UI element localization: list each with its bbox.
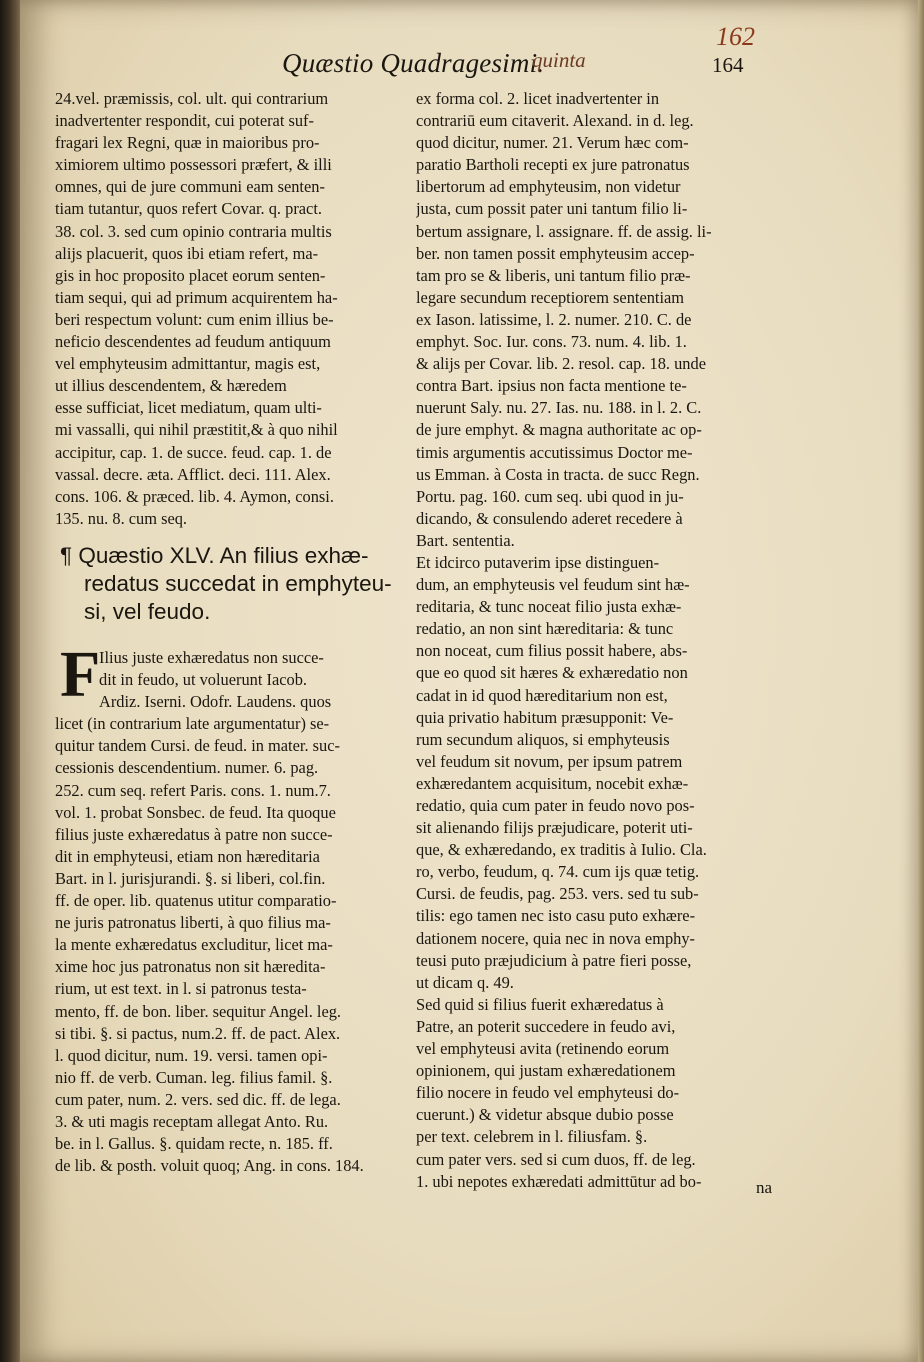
text-line: tilis: ego tamen nec isto casu puto exhære-: [416, 906, 696, 926]
text-line: Ilius juste exhæredatus non succe-: [99, 648, 324, 667]
text-line: quitur tandem Cursi. de feud. in mater. suc-: [55, 736, 340, 756]
text-line: legare secundum receptiorem sententiam: [416, 287, 685, 307]
text-line: esse sufficiat, licet mediatum, quam ulti-: [55, 398, 322, 418]
text-line: dum, an emphyteusis vel feudum sint hæ-: [416, 575, 690, 595]
text-line: 3. & uti magis receptam allegat Anto. Ru.: [55, 1111, 329, 1131]
text-line: cum pater, num. 2. vers. sed dic. ff. de lega.: [55, 1089, 341, 1109]
text-line: si tibi. §. si pactus, num.2. ff. de pact. Alex.: [55, 1023, 341, 1043]
text-line: 252. cum seq. refert Paris. cons. 1. num.7.: [55, 780, 331, 800]
heading-line: redatus succedat in emphyteu-: [84, 571, 392, 596]
text-line: opinionem, qui justam exhæredationem: [416, 1061, 676, 1081]
text-line: de jure emphyt. & magna authoritate ac op-: [416, 420, 702, 440]
text-line: be. in l. Gallus. §. quidam recte, n. 185. ff.: [55, 1134, 333, 1154]
text-line: cons. 106. & præced. lib. 4. Aymon, consi.: [55, 486, 334, 506]
text-line: filius juste exhæredatus à patre non succe-: [55, 824, 333, 844]
text-line: cuerunt.) & videtur absque dubio posse: [416, 1105, 674, 1125]
text-line: filio nocere in feudo vel emphyteusi do-: [416, 1083, 680, 1103]
text-line: Cursi. de feudis, pag. 253. vers. sed tu sub-: [416, 884, 699, 904]
text-line: paratio Bartholi recepti ex jure patronatus: [416, 155, 690, 175]
text-line: rium, ut est text. in l. si patronus testa-: [55, 979, 307, 999]
text-line: licet (in contrarium late argumentatur) se-: [55, 714, 330, 734]
text-line: dit in feudo, ut voluerunt Iacob.: [99, 670, 308, 690]
text-line: ff. de oper. lib. quatenus utitur comparatio-: [55, 891, 337, 911]
text-line: quia privatio habitum præsupponit: Ve-: [416, 707, 674, 727]
text-line: libertorum ad emphyteusim, non videtur: [416, 177, 681, 197]
text-line: nio ff. de verb. Cuman. leg. filius famil. §.: [55, 1067, 333, 1087]
text-line: accipitur, cap. 1. de succe. feud. cap. 1. de: [55, 442, 332, 462]
text-line: ex forma col. 2. licet inadvertenter in: [416, 89, 660, 108]
text-line: 38. col. 3. sed cum opinio contraria multis: [55, 221, 332, 241]
text-line: ximiorem ultimo possessori præfert, & illi: [55, 155, 332, 175]
text-line: reditaria, & tunc noceat filio justa exhæ-: [416, 597, 682, 617]
heading-line: si, vel feudo.: [84, 599, 211, 624]
text-line: Portu. pag. 160. cum seq. ubi quod in ju-: [416, 486, 684, 506]
text-line: non noceat, cum filius possit habere, abs-: [416, 641, 688, 661]
handwritten-page-number: 162: [716, 22, 755, 51]
text-line: dicando, & consulendo aderet recedere à: [416, 508, 683, 528]
text-line: timis argumentis accutissimus Doctor me-: [416, 442, 693, 462]
text-line: ex Iason. latissime, l. 2. numer. 210. C. de: [416, 309, 692, 329]
text-line: redatio, quia cum pater in feudo novo pos-: [416, 796, 695, 815]
text-line: & alijs per Covar. lib. 2. resol. cap. 18. unde: [416, 354, 706, 374]
heading-line: ¶ Quæstio XLV. An filius exhæ-: [60, 543, 369, 568]
text-line: rum secundum aliquos, si emphyteusis: [416, 729, 670, 749]
text-line: 24.vel. præmissis, col. ult. qui contrarium: [55, 89, 329, 108]
text-line: 135. nu. 8. cum seq.: [55, 508, 188, 528]
text-line: ne juris patronatus liberti, à quo filius ma-: [55, 913, 331, 933]
text-line: tam pro se & liberis, uni tantum filio præ-: [416, 265, 691, 285]
drop-cap: F: [60, 638, 101, 711]
text-line: ut illius descendentem, & hæredem: [55, 376, 287, 396]
text-line: contra Bart. ipsius non facta mentione te-: [416, 376, 687, 396]
text-line: vel emphyteusim admittantur, magis est,: [55, 354, 321, 374]
book-page: [20, 0, 918, 1362]
text-line: redatio, an non sint hæreditaria: & tunc: [416, 619, 674, 639]
text-line: alijs placuerit, quos ibi etiam refert, ma-: [55, 243, 319, 263]
text-line: tiam sequi, qui ad primum acquirentem ha-: [55, 287, 338, 307]
text-line: cadat in id quod hæreditarium non est,: [416, 685, 668, 705]
text-line: quod dicitur, numer. 21. Verum hæc com-: [416, 133, 689, 153]
left-column-bottom: [55, 638, 419, 1177]
text-line: Bart. in l. jurisjurandi. §. si liberi, col.fin.: [55, 868, 326, 888]
text-line: omnes, qui de jure communi eam senten-: [55, 177, 325, 197]
text-line: l. quod dicitur, num. 19. versi. tamen opi-: [55, 1045, 328, 1065]
text-line: gis in hoc proposito placet eorum senten-: [55, 265, 326, 285]
text-line: nuerunt Saly. nu. 27. Ias. nu. 188. in l. 2. C.: [416, 398, 702, 418]
left-column-top: [55, 88, 419, 530]
text-line: xime hoc jus patronatus non sit hæredita-: [55, 957, 326, 977]
text-line: exhæredantem acquisitum, nocebit exhæ-: [416, 773, 689, 793]
text-line: neficio descendentes ad feudum antiquum: [55, 332, 331, 352]
text-line: ut dicam q. 49.: [416, 972, 514, 992]
text-line: Sed quid si filius fuerit exhæredatus à: [416, 994, 664, 1014]
text-line: Patre, an poterit succedere in feudo avi,: [416, 1016, 676, 1036]
catchword: na: [756, 1178, 773, 1197]
text-line: vel emphyteusi avita (retinendo eorum: [416, 1039, 670, 1059]
text-line: vassal. decre. æta. Afflict. deci. 111. Alex.: [55, 464, 331, 484]
text-line: cum pater vers. sed si cum duos, ff. de leg.: [416, 1149, 696, 1169]
running-title: Quæstio Quadragesimi.: [282, 48, 545, 78]
text-line: mi vassalli, qui nihil præstitit,& à quo nihil: [55, 420, 338, 440]
text-line: de lib. & posth. voluit quoq; Ang. in cons. 184.: [55, 1156, 364, 1176]
text-line: tiam tutantur, quos refert Covar. q. pract.: [55, 199, 322, 219]
page-number: 164: [712, 53, 744, 77]
text-line: beri respectum volunt: cum enim illius be-: [55, 309, 334, 329]
text-line: dationem nocere, quia nec in nova emphy-: [416, 928, 695, 948]
text-line: emphyt. Soc. Iur. cons. 73. num. 4. lib. 1.: [416, 332, 687, 352]
right-column: [416, 88, 768, 1193]
text-line: 1. ubi nepotes exhæredati admittūtur ad bo-: [416, 1171, 702, 1191]
text-line: ro, verbo, feudum, q. 74. cum ijs quæ tetig.: [416, 862, 700, 882]
text-line: teusi puto præjudicium à patre fieri posse,: [416, 950, 692, 970]
text-line: que, & exhæredando, ex traditis à Iulio. Cla.: [416, 840, 707, 860]
text-line: dit in emphyteusi, etiam non hæreditaria: [55, 846, 320, 866]
handwritten-annotation: quinta: [532, 48, 586, 72]
text-line: ber. non tamen possit emphyteusim accep-: [416, 243, 695, 263]
text-line: contrariū eum citaverit. Alexand. in d. leg.: [416, 111, 694, 131]
text-line: us Emman. à Costa in tracta. de succ Regn.: [416, 464, 700, 484]
text-line: que eo quod sit hæres & exhæredatio non: [416, 663, 688, 683]
text-line: fragari lex Regni, quæ in maioribus pro-: [55, 133, 320, 153]
text-line: sit alienando filijs præjudicare, poterit uti-: [416, 818, 693, 838]
text-line: cessionis descendentium. numer. 6. pag.: [55, 758, 319, 778]
text-line: Bart. sententia.: [416, 530, 515, 550]
question-heading: [60, 542, 420, 626]
text-line: bertum assignare, l. assignare. ff. de assig. li-: [416, 221, 712, 241]
text-line: justa, cum possit pater uni tantum filio li-: [416, 199, 688, 219]
text-line: Et idcirco putaverim ipse distinguen-: [416, 552, 660, 572]
text-line: inadvertenter respondit, cui poterat suf-: [55, 111, 314, 131]
book-binding: [0, 0, 22, 1362]
text-line: mento, ff. de bon. liber. sequitur Angel. leg.: [55, 1001, 342, 1021]
text-line: vel feudum sit novum, per ipsum patrem: [416, 751, 683, 771]
text-line: la mente exhæredatus excluditur, licet ma-: [55, 935, 333, 955]
page-edge: [918, 0, 924, 1362]
text-line: per text. celebrem in l. filiusfam. §.: [416, 1127, 648, 1147]
text-line: vol. 1. probat Sonsbec. de feud. Ita quoque: [55, 802, 336, 822]
text-line: Ardiz. Iserni. Odofr. Laudens. quos: [99, 692, 332, 712]
